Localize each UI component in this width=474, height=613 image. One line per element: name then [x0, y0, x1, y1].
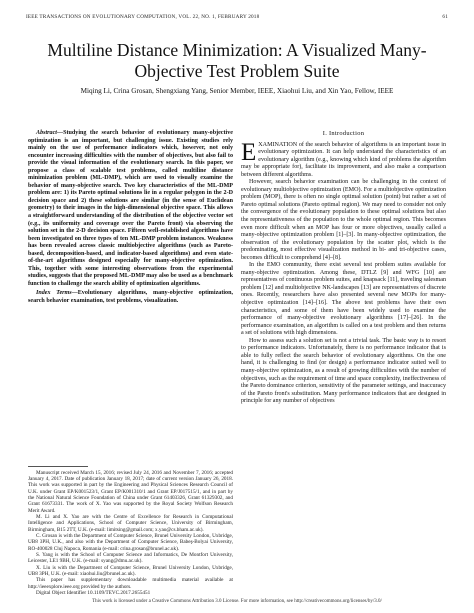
- footnote-supplementary: This paper has supplementary downloadable multimedia material available at http://ieeexplore.ieee.org provided by the authors.: [28, 577, 233, 590]
- drop-cap: E: [241, 138, 257, 166]
- running-header: [26, 14, 448, 23]
- abstract-label: Abstract—: [36, 130, 64, 136]
- page-number: 61: [442, 14, 448, 20]
- intro-first-word: XAMINATION: [258, 141, 298, 148]
- footnote-affiliation: X. Liu is with the Department of Computer Science, Brunel University London, Uxbridge, UB8 3PH, U.K. (e-mail: xiaohui.liu@brunel.ac.uk).: [28, 564, 233, 578]
- footnote-doi: Digital Object Identifier 10.1109/TEVC.2017.2655451: [36, 590, 151, 597]
- intro-paragraph: [241, 138, 446, 180]
- intro-paragraph: How to assess such a solution set is not a trivial task. The basic way is to resort to performance indicators. Unfortunately, there is no performance indicator that is able to fully reflect the search behavior of evolutionary algorithms. On the one hand, it is challenging to find (or design) a performance indicator suited well to many-objective optimization, as a result of growing difficulties with the number of objectives, such as the requirement of time and space complexity, ineffectiveness of the Pareto dominance criterion, sensitivity of the parameter settings, and inaccuracy of the Pareto front's substitution. Many performance indicators that are designed in principle for any number of objectives: [241, 337, 446, 405]
- index-terms-label: Index Terms—: [36, 290, 78, 297]
- index-terms-text: Evolutionary algorithms, many-objective optimization, search behavior examination, test problems, visualization.: [28, 290, 234, 305]
- right-column: [241, 130, 446, 406]
- footnote-divider: [28, 466, 88, 467]
- paper-title: Multiline Distance Minimization: A Visualized Many-Objective Test Problem Suite: [47, 40, 427, 81]
- footnote-affiliation: M. Li and X. Yao are with the Centre of Excellence for Research in Computational Intelligence and Applications, School of Computer Science, University of Birmingham, Birmingham, B15 2TT, U.K. (e-mail: limitsing@gmail.com; x.yao@cs.bham.ac.uk).: [28, 514, 233, 533]
- intro-paragraph: However, search behavior examination can be challenging in the context of evolutionary multiobjective optimization (EMO). For a multiobjective optimization problem (MOP), there is often no single optimal solution (point) but rather a set of Pareto optimal solutions (Pareto optimal region). We may need to consider not only the convergence of the evolutionary population to these optimal solutions but also the representativeness of the population to the whole optimal region. This becomes even more difficult when an MOP has four or more objectives, usually called a many-objective optimization problem [1]–[3]. In many-objective optimization, the observation of the evolutionary population by the scatter plot, which is the predominating, most effective visualization method in bi- and tri-objective cases, becomes difficult to comprehend [4]–[8].: [241, 179, 446, 261]
- intro-paragraph-text: of the search behavior of algorithms is an important issue in evolutionary optimization. It can help understand the characteristics of an evolutionary algorithm (e.g., knowing which kind of problems the algorithm may be appropriate for), facilitate its improvement, and also make a comparison between different algorithms.: [241, 141, 446, 178]
- footnotes: [28, 466, 233, 596]
- journal-name: IEEE TRANSACTIONS ON EVOLUTIONARY COMPUTATION, VOL. 22, NO. 1, FEBRUARY 2018: [26, 14, 260, 20]
- footnote-affiliation: S. Yang is with the School of Computer Science and Informatics, De Montfort University, Leicester, LE1 9BH, U.K. (e-mail: syang@dmu.ac.uk).: [28, 552, 233, 565]
- footnote-affiliation: C. Grosan is with the Department of Computer Science, Brunel University London, Uxbridge, UB8 3PH, U.K., and also with the Department of Computer Science, Babeş-Bolyai University, RO-400028 Cluj Napoca, Romania (e-mail: crina.grosan@brunel.ac.uk).: [28, 533, 233, 552]
- abstract: [28, 130, 233, 288]
- license-footer: This work is licensed under a Creative Commons Attribution 3.0 License. For more information, see http://creativecommons.org/licenses/by/3.0/: [92, 599, 382, 604]
- abstract-text: Studying the search behavior of evolutionary many-objective optimization is an important, but challenging issue. Existing studies rely mainly on the use of performance indicators which, however, not only encounter increasing difficulties with the number of objectives, but also fail to provide the visual information of the evolutionary search. In this paper, we propose a class of scalable test problems, called multiline distance minimization problem (ML-DMP), which are used to visually examine the behavior of many-objective search. Two key characteristics of the ML-DMP problem are: 1) its Pareto optimal solutions lie in a regular polygon in the 2-D decision space and 2) these solutions are similar (in the sense of Euclidean geometry) to their images in the high-dimensional objective space. This allows a straightforward understanding of the distribution of the objective vector set (e.g., its uniformity and coverage over the Pareto front) via observing the solution set in the 2-D decision space. Fifteen well-established algorithms have been investigated on three types of ten ML-DMP problem instances. Weakness has been revealed across classic multiobjective algorithms (such as Pareto-based, decomposition-based, and indicator-based algorithms) and even state-of-the-art algorithms designed especially for many-objective optimization. This, together with some interesting observations from the experimental studies, suggests that the proposed ML-DMP may also be used as a benchmark function to challenge the search ability of optimization algorithms.: [28, 130, 233, 287]
- left-column: [28, 130, 233, 306]
- section-heading: I. Introduction: [322, 130, 365, 137]
- intro-paragraph: In the EMO community, there exist several test problem suites available for many-objective optimization. Among these, DTLZ [9] and WFG [10] are representatives of continuous problem suites, and knapsack [11], traveling salesman problem [12] and multiobjective NK-landscapes [13] are representatives of discrete ones. Recently, researchers have also presented several new MOPs for many-objective optimization [14]–[16]. The above test problems have their own characteristics, and some of them have been widely used to examine the performance of many-objective evolutionary algorithms [17]–[26]. In the performance examination, an algorithm is called on a test problem and then returns a set of solutions with high dimensions.: [241, 262, 446, 337]
- index-terms: [28, 290, 233, 305]
- author-list: Miqing Li, Crina Grosan, Shengxiang Yang, Senior Member, IEEE, Xiaohui Liu, and Xin Yao, Fellow, IEEE: [80, 87, 394, 95]
- footnote-manuscript: Manuscript received March 15, 2016; revised July 24, 2016 and November 7, 2016; accepted January 4, 2017. Date of publication January 18, 2017; date of current version January 26, 2018. This work was supported in part by the Engineering and Physical Sciences Research Council of U.K. under Grant EP/K001523/1, Grant EP/K001310/1 and Grant EP/J017515/1, and in part by the National Natural Science Foundation of China under Grant 61403326, Grant 61329302, and Grant 61673331. The work of X. Yao was supported by the Royal Society Wolfson Research Merit Award.: [28, 469, 233, 514]
